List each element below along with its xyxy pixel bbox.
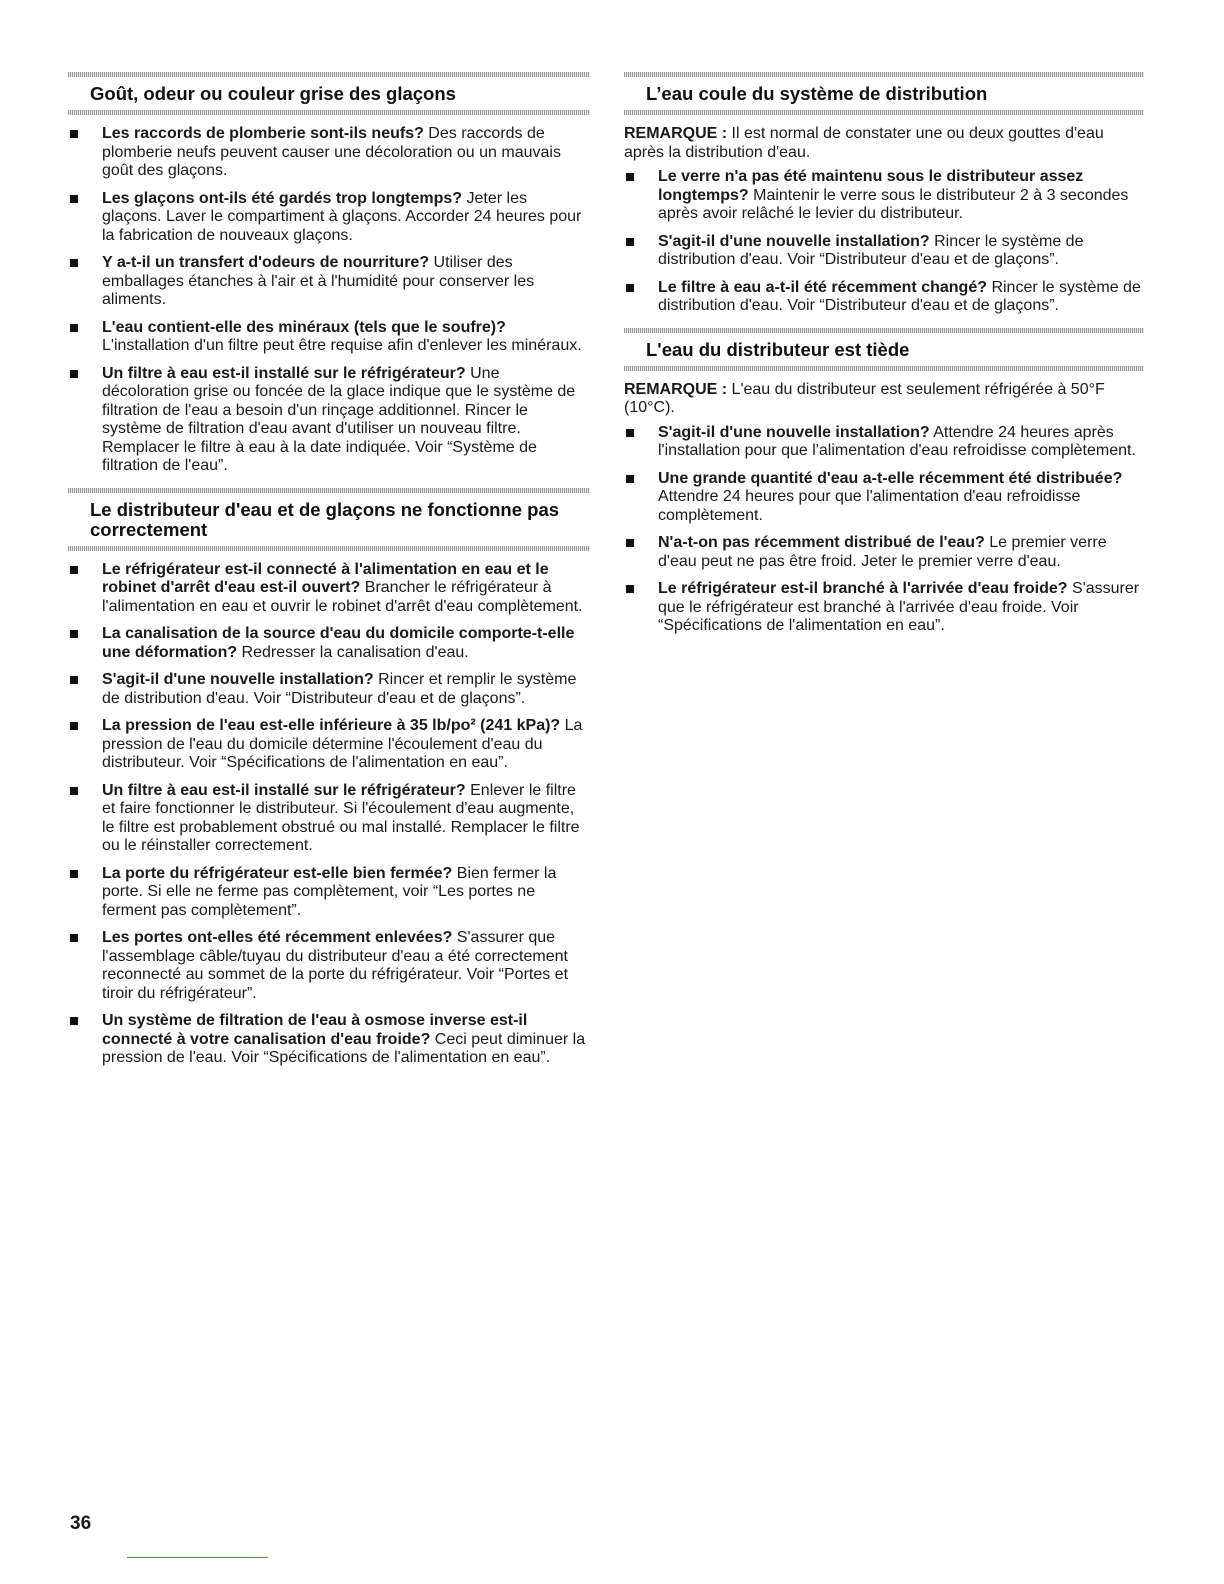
item-question: La canalisation de la source d'eau du domicile comporte-t-elle une déformation? <box>102 625 575 661</box>
note-text: L'eau du distributeur est seulement réfrigérée à 50°F (10°C). <box>624 380 1105 416</box>
item-answer: Rincer le système de distribution d'eau. Voir “Distributeur d'eau et de glaçons”. <box>658 232 1084 268</box>
list-item <box>68 254 590 310</box>
bullet-icon <box>70 370 78 378</box>
item-question: Le filtre à eau a-t-il été récemment changé? <box>658 278 987 296</box>
section-divider <box>624 328 1144 333</box>
bullet-icon <box>626 585 634 593</box>
item-answer: Maintenir le verre sous le distributeur 2 à 3 secondes après avoir relâché le levier du distributeur. <box>658 186 1129 222</box>
section-divider <box>68 546 590 551</box>
bullet-icon <box>70 259 78 267</box>
bullet-icon <box>626 284 634 292</box>
section-title: L'eau du distributeur est tiède <box>646 338 910 360</box>
list-item <box>624 233 1144 270</box>
note-paragraph <box>624 381 1144 418</box>
item-question: Le réfrigérateur est-il connecté à l'alimentation en eau et le robinet d'arrêt d'eau est-il ouvert? <box>102 560 549 596</box>
item-question: Le verre n'a pas été maintenu sous le distributeur assez longtemps? <box>658 168 1084 204</box>
troubleshooting-list <box>624 168 1144 316</box>
item-question: Les portes ont-elles été récemment enlevées? <box>102 929 453 946</box>
item-answer: Des raccords de plomberie neufs peuvent causer une décoloration ou un mauvais goût des glaçons. <box>102 125 561 179</box>
item-question: Un filtre à eau est-il installé sur le réfrigérateur? <box>102 781 466 799</box>
item-question: N'a-t-on pas récemment distribué de l'eau? <box>658 534 985 551</box>
bullet-icon <box>70 324 78 332</box>
item-answer: Bien fermer la porte. Si elle ne ferme pas complètement, voir “Les portes ne ferment pas complètement”. <box>102 864 557 919</box>
list-item <box>68 190 590 246</box>
footer-rule <box>127 1557 268 1558</box>
troubleshooting-list <box>68 561 590 1068</box>
list-item <box>624 470 1144 526</box>
section-divider <box>68 72 590 77</box>
item-question: S'agit-il d'une nouvelle installation? <box>658 423 930 441</box>
list-item <box>68 671 590 708</box>
item-answer: Jeter les glaçons. Laver le compartiment à glaçons. Accorder 24 heures pour la fabrication de nouveaux glaçons. <box>102 189 582 244</box>
list-item <box>624 168 1144 224</box>
item-answer: L'installation d'un filtre peut être requise afin d'enlever les minéraux. <box>102 337 582 354</box>
item-question: L'eau contient-elle des minéraux (tels que le soufre)? <box>102 318 506 336</box>
bullet-icon <box>70 934 78 942</box>
item-answer: Le premier verre d'eau peut ne pas être froid. Jeter le premier verre d'eau. <box>658 534 1107 570</box>
item-answer: La pression de l'eau du domicile détermine l'écoulement d'eau du distributeur. Voir “Spécifications de l'alimentation en eau”. <box>102 717 583 771</box>
item-answer: Une décoloration grise ou foncée de la glace indique que le système de filtration de l'eau a besoin d'un rinçage additionnel. Rincer le système de filtration d'eau avant d'utiliser un nouveau filtre. Remplacer le filtre à eau à la date indiquée. Voir “Système de filtration de l'eau”. <box>102 364 576 474</box>
item-answer: Enlever le filtre et faire fonctionner le distributeur. Si l'écoulement d'eau augmente, le filtre est probablement obstrué ou mal installé. Remplacer le filtre ou le réinstaller correctement. <box>102 781 580 854</box>
item-question: Les raccords de plomberie sont-ils neufs? <box>102 125 424 142</box>
item-question: La porte du réfrigérateur est-elle bien fermée? <box>102 864 453 882</box>
item-answer: Redresser la canalisation d'eau. <box>237 643 469 661</box>
bullet-icon <box>70 630 78 638</box>
section-eau-tiede <box>624 328 1144 636</box>
section-divider <box>624 72 1144 77</box>
section-divider <box>68 488 590 493</box>
bullet-icon <box>70 787 78 795</box>
right-column <box>624 72 1144 648</box>
list-item <box>68 782 590 856</box>
list-item <box>624 424 1144 461</box>
list-item <box>68 365 590 476</box>
item-question: S'agit-il d'une nouvelle installation? <box>102 671 374 688</box>
list-item <box>624 534 1144 571</box>
list-item <box>68 929 590 1003</box>
item-answer: Rincer et remplir le système de distribution d'eau. Voir “Distributeur d'eau et de glaçons”. <box>102 671 577 707</box>
troubleshooting-list <box>624 424 1144 636</box>
item-question: Un filtre à eau est-il installé sur le réfrigérateur? <box>102 364 466 382</box>
bullet-icon <box>70 676 78 684</box>
item-question: Y a-t-il un transfert d'odeurs de nourriture? <box>102 254 430 271</box>
item-answer: Utiliser des emballages étanches à l'air et à l'humidité pour conserver les aliments. <box>102 254 535 308</box>
section-title: Goût, odeur ou couleur grise des glaçons <box>90 83 456 104</box>
section-divider <box>68 110 590 115</box>
list-item <box>68 561 590 617</box>
left-column <box>68 72 590 1080</box>
item-answer: Rincer le système de distribution d'eau. Voir “Distributeur d'eau et de glaçons”. <box>658 278 1141 314</box>
bullet-icon <box>70 566 78 574</box>
section-title: L’eau coule du système de distribution <box>646 83 988 104</box>
section-divider <box>624 110 1144 115</box>
item-question: Un système de filtration de l'eau à osmose inverse est-il connecté à votre canalisation d'eau froide? <box>102 1012 528 1048</box>
item-answer: Ceci peut diminuer la pression de l'eau. Voir “Spécifications de l'alimentation en eau”. <box>102 1030 586 1066</box>
section-eau-coule <box>624 72 1144 316</box>
section-gout-odeur <box>68 72 590 476</box>
bullet-icon <box>626 173 634 181</box>
item-question: S'agit-il d'une nouvelle installation? <box>658 232 930 250</box>
list-item <box>624 279 1144 316</box>
item-answer: Brancher le réfrigérateur à l'alimentation en eau et ouvrir le robinet d'arrêt d'eau complètement. <box>102 579 583 615</box>
note-text: Il est normal de constater une ou deux gouttes d'eau après la distribution d'eau. <box>624 125 1104 161</box>
list-item <box>68 625 590 662</box>
page-number: 36 <box>70 1513 92 1534</box>
note-label: REMARQUE : <box>624 380 728 398</box>
list-item <box>68 717 590 773</box>
item-question: Une grande quantité d'eau a-t-elle récemment été distribuée? <box>658 469 1123 487</box>
item-answer: S'assurer que l'assemblage câble/tuyau du distributeur d'eau a été correctement reconnecté au sommet de la porte du réfrigérateur. Voir “Portes et tiroir du réfrigérateur”. <box>102 929 569 1002</box>
troubleshooting-list <box>68 125 590 476</box>
item-answer: Attendre 24 heures pour que l'alimentation d'eau refroidisse complètement. <box>658 488 1081 524</box>
list-item <box>68 319 590 356</box>
bullet-icon <box>70 870 78 878</box>
bullet-icon <box>70 1017 78 1025</box>
list-item <box>624 580 1144 636</box>
item-answer: S'assurer que le réfrigérateur est branché à l'arrivée d'eau froide. Voir “Spécifications de l'alimentation en eau”. <box>658 580 1140 634</box>
section-title: Le distributeur d'eau et de glaçons ne fonctionne pas correctement <box>90 498 560 540</box>
bullet-icon <box>626 429 634 437</box>
section-divider <box>624 366 1144 371</box>
item-answer: Attendre 24 heures après l'installation pour que l'alimentation d'eau refroidisse complètement. <box>658 423 1136 459</box>
bullet-icon <box>626 238 634 246</box>
note-paragraph <box>624 125 1144 162</box>
list-item <box>68 1012 590 1068</box>
section-distributeur <box>68 488 590 1068</box>
list-item <box>68 865 590 921</box>
note-label: REMARQUE : <box>624 125 728 142</box>
bullet-icon <box>70 130 78 138</box>
item-question: La pression de l'eau est-elle inférieure à 35 lb/po² (241 kPa)? <box>102 717 561 734</box>
list-item <box>68 125 590 181</box>
item-question: Les glaçons ont-ils été gardés trop longtemps? <box>102 189 463 207</box>
bullet-icon <box>626 475 634 483</box>
bullet-icon <box>70 195 78 203</box>
bullet-icon <box>626 539 634 547</box>
bullet-icon <box>70 722 78 730</box>
item-question: Le réfrigérateur est-il branché à l'arrivée d'eau froide? <box>658 580 1068 597</box>
